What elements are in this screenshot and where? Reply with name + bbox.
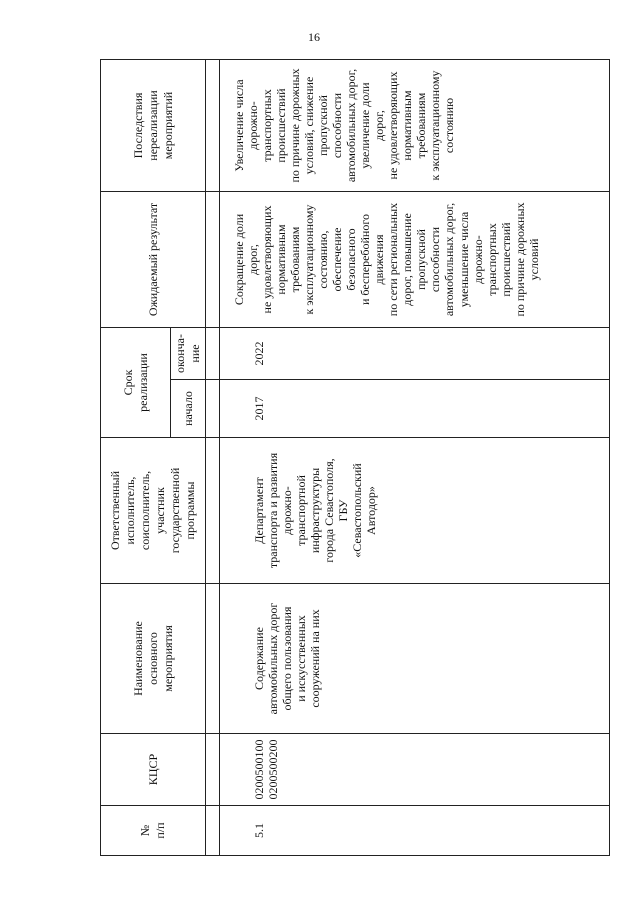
header-period: Срок реализации [101,328,171,438]
blank-cell [206,584,220,734]
row-consequences: Увеличение числа дорожно- транспортных происшествий по причине дорожных условий, снижение пропускной способности автомобильных дорог, увеличение доли дорог, не удовлетворяющих нормативным требованиям к эксплуатационному состоянию [220,60,610,192]
blank-cell [206,806,220,856]
measures-table [100,59,610,856]
row-num: 5.1 [220,806,610,856]
row-end: 2022 [220,328,610,380]
header-consequences: Последствия нереализации мероприятий [101,60,206,192]
row-start: 2017 [220,380,610,438]
page-number: 16 [308,30,320,44]
blank-row [206,60,220,856]
header-kcsr: КЦСР [101,734,206,806]
row-result: Сокращение доли дорог, не удовлетворяющих нормативным требованиям к эксплуатационному состоянию, обеспечение безопасного и бесперебойного движения по сети региональных дорог, повышение пропускной способности автомобильных дорог, уменьшение числа дорожно- транспортных происшествий по причине дорожных условий [220,192,610,328]
header-row [101,60,171,856]
header-start: начало [171,380,206,438]
blank-cell [206,734,220,806]
header-responsible: Ответственный исполнитель, соисполнитель, участник государственной программы [101,438,206,584]
blank-cell [206,192,220,328]
blank-cell [206,380,220,438]
row-responsible: Департамент транспорта и развития дорожно- транспортной инфраструктуры города Севастополя, ГБУ «Севастопольский Автодор» [220,438,610,584]
blank-cell [206,60,220,192]
blank-cell [206,328,220,380]
rotated-table-wrapper [100,60,610,856]
header-num: № п/п [101,806,206,856]
header-result: Ожидаемый результат [101,192,206,328]
row-name: Содержание автомобильных дорог общего пользования и искусственных сооружений на них [220,584,610,734]
table-row [220,60,610,856]
header-name: Наименование основного мероприятия [101,584,206,734]
header-end: оконча- ние [171,328,206,380]
blank-cell [206,438,220,584]
row-kcsr: 0200500100 0200500200 [220,734,610,806]
